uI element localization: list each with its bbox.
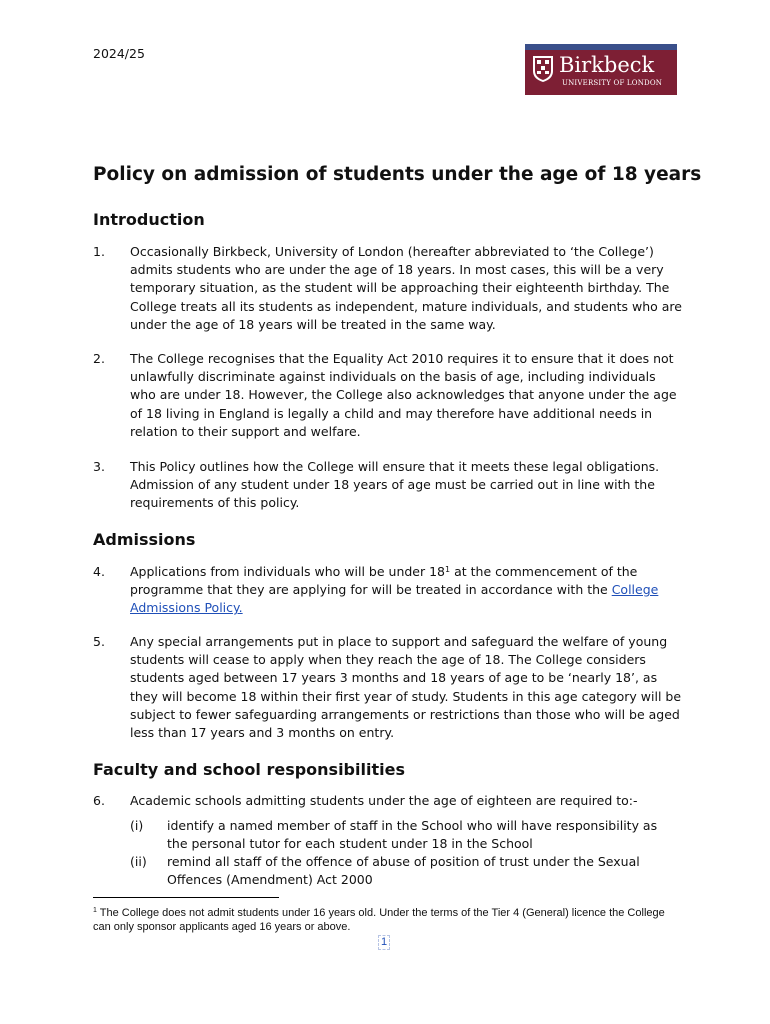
paragraph-number: 2. [93,351,105,366]
footnote-number: 1 [93,907,97,914]
subitem-i [130,817,680,853]
logo-top-bar [525,44,677,50]
paragraph-2 [93,350,683,441]
footnote-marker[interactable]: 1 [445,565,451,574]
birkbeck-logo [525,44,677,95]
paragraph-text: Occasionally Birkbeck, University of London (hereafter abbreviated to ‘the College’) admits students who are under the age of 18 years. In most cases, this will be a very temporary situation, as the student will be approaching their eighteenth birthday. The College treats all its students as independent, mature individuals, and students who are under the age of 18 years will be treated in the same way. [130,244,682,332]
admissions-policy-link[interactable]: College Admissions Policy. [130,582,659,616]
paragraph-6 [93,792,683,810]
heading-admissions: Admissions [93,530,196,549]
subitem-text: remind all staff of the offence of abuse of position of trust under the Sexual Offences (Amendment) Act 2000 [167,854,640,888]
crest-icon [532,55,554,83]
paragraph-1 [93,243,683,334]
paragraph-number: 4. [93,564,105,579]
paragraph-number: 3. [93,459,105,474]
paragraph-text: The College recognises that the Equality Act 2010 requires it to ensure that it does not unlawfully discriminate against individuals on the basis of age, including individuals who are under 18. However, the College also acknowledges that anyone under the age of 18 living in England is legally a child and may therefore have additional needs in relation to their support and welfare. [130,351,677,439]
logo-name: Birkbeck [559,53,655,77]
paragraph-text [130,563,683,618]
paragraph-text-part: at the commencement of the programme that they are applying for will be treated in accordance with the [130,564,638,598]
subitem-text: identify a named member of staff in the School who will have responsibility as the personal tutor for each student under 18 in the School [167,818,658,852]
paragraph-5 [93,633,683,742]
subitem-ii [130,853,680,889]
logo-subtitle: UNIVERSITY OF LONDON [562,79,663,87]
footnote-divider [93,897,279,898]
heading-introduction: Introduction [93,210,205,229]
subitem-number: (i) [130,818,144,833]
paragraph-3 [93,458,683,513]
paragraph-number: 6. [93,793,105,808]
heading-faculty-responsibilities: Faculty and school responsibilities [93,760,405,779]
paragraph-text: Any special arrangements put in place to support and safeguard the welfare of young students will cease to apply when they reach the age of 18. The College considers students aged between 17 years 3 months and 18 years of age to be ‘nearly 18’, as they will become 18 within their first year of study. Students in this age category will be subject to fewer safeguarding arrangements or restrictions than those who will be aged less than 17 years and 3 months on entry. [130,634,682,741]
paragraph-text: Academic schools admitting students under the age of eighteen are required to:- [130,793,638,808]
paragraph-4 [93,563,683,618]
paragraph-text-part: Applications from individuals who will be under 18 [130,564,446,579]
footnote-text: The College does not admit students under 16 years old. Under the terms of the Tier 4 (General) licence the College can only sponsor applicants aged 16 years or above. [93,907,665,933]
footnote [93,906,668,934]
paragraph-number: 5. [93,634,105,649]
page-title: Policy on admission of students under the age of 18 years [93,164,702,185]
paragraph-number: 1. [93,244,105,259]
paragraph-text: This Policy outlines how the College will ensure that it meets these legal obligations. Admission of any student under 18 years of age must be carried out in line with the requirements of this policy. [130,459,660,511]
page-number: 1 [378,935,390,950]
academic-year: 2024/25 [93,46,145,61]
subitem-number: (ii) [130,854,147,869]
